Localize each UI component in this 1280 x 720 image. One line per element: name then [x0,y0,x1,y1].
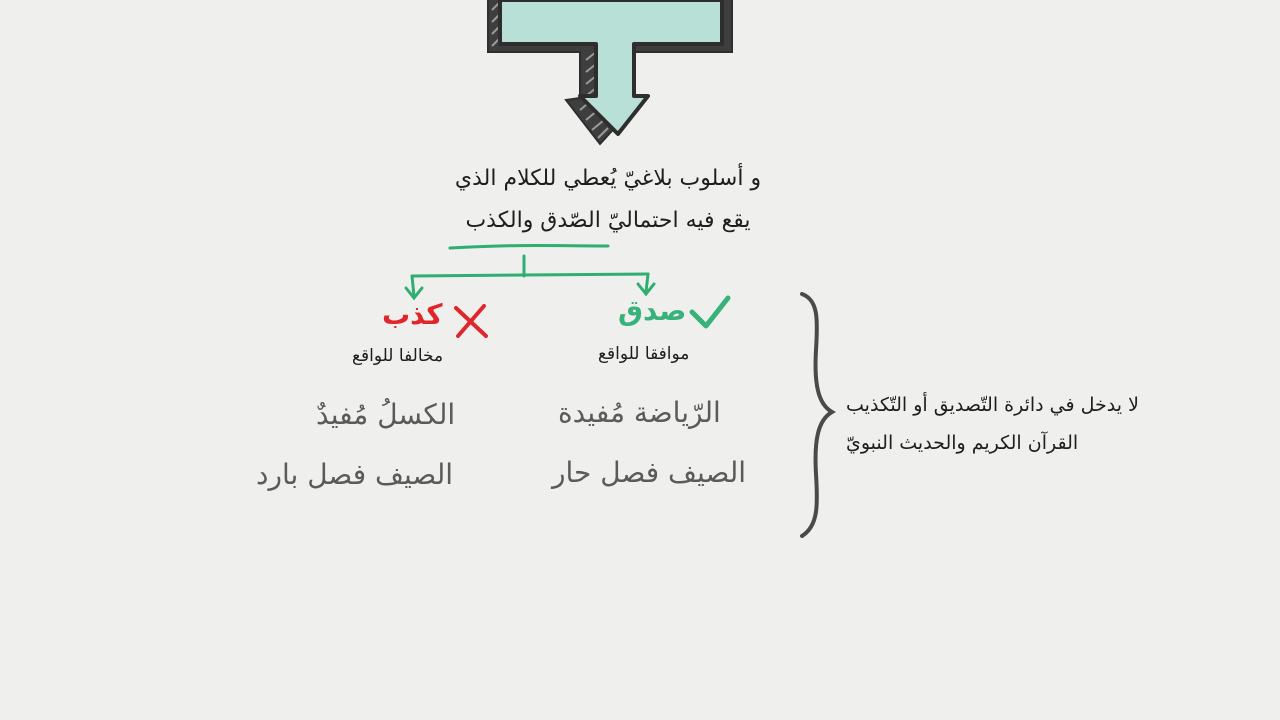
false-example-2: الصيف فصل بارد [256,458,454,491]
branch-connector [406,246,654,299]
false-example-1: الكسلُ مُفيدٌ [316,398,456,431]
curly-brace [802,294,832,536]
cross-icon [456,306,486,336]
definition-line-2: يقع فيه احتماليّ الصّدق والكذب [465,208,751,233]
true-branch-subtitle: موافقا للواقع [598,344,690,364]
false-branch-title: كذب [382,298,443,331]
true-example-2: الصيف فصل حار [552,456,747,489]
check-icon [692,298,728,326]
true-example-1: الرّياضة مُفيدة [558,396,721,429]
definition-line-1: و أسلوب بلاغيّ يُعطي للكلام الذي [454,166,762,191]
true-branch-title: صدق [618,294,687,327]
exception-note-line-1: لا يدخل في دائرة التّصديق أو التّكذيب [846,394,1139,416]
down-arrow-shape [488,0,732,144]
false-branch-subtitle: مخالفا للواقع [352,346,444,366]
exception-note-line-2: القرآن الكريم والحديث النبويّ [846,432,1079,454]
